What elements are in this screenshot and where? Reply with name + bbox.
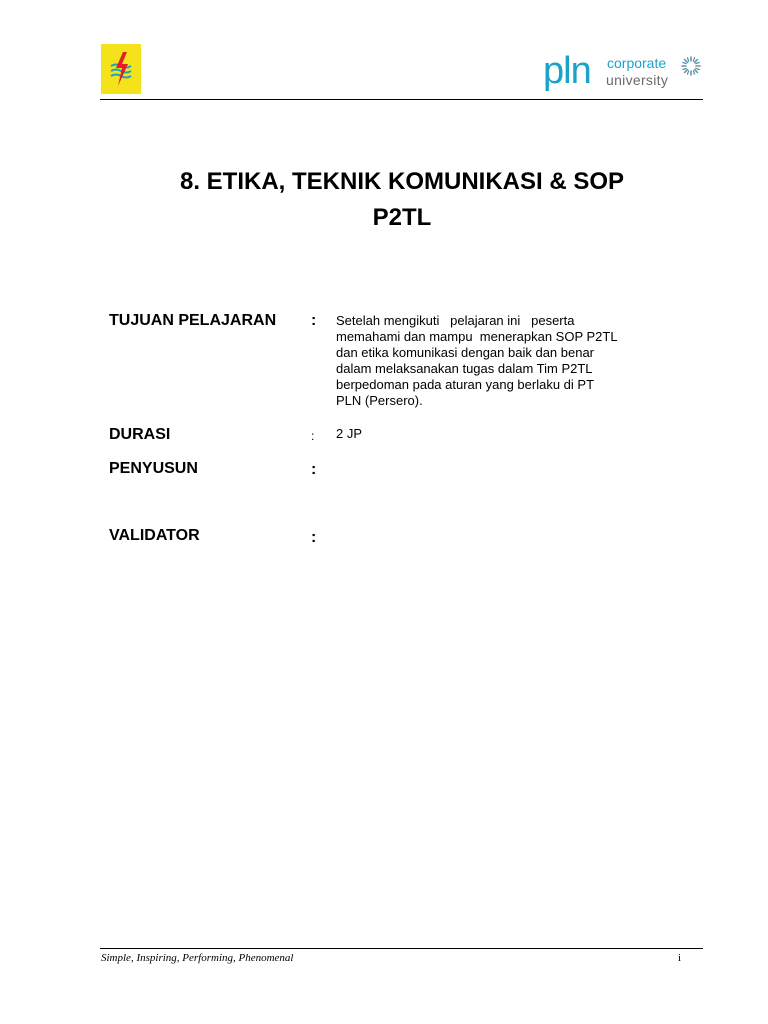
- tujuan-colon: :: [311, 312, 317, 329]
- tujuan-line: memahami dan mampu menerapkan SOP P2TL: [336, 329, 618, 344]
- footer-tagline: Simple, Inspiring, Performing, Phenomenal: [101, 952, 294, 964]
- durasi-value: 2 JP: [336, 426, 363, 441]
- brand-university: university: [606, 72, 669, 88]
- tujuan-label: TUJUAN PELAJARAN: [109, 312, 277, 329]
- title-line-2: P2TL: [372, 204, 432, 231]
- validator-colon: :: [311, 529, 317, 546]
- penyusun-colon: :: [311, 461, 317, 478]
- brand-pln: pln: [543, 50, 591, 92]
- tujuan-line: Setelah mengikuti pelajaran ini peserta: [336, 313, 575, 328]
- pln-lightning-logo-icon: [101, 44, 141, 94]
- tujuan-description: [336, 313, 674, 409]
- page-number: i: [678, 952, 682, 964]
- header-divider: [100, 99, 703, 100]
- penyusun-label: PENYUSUN: [109, 460, 198, 477]
- tujuan-line: berpedoman pada aturan yang berlaku di PT: [336, 377, 595, 392]
- sunburst-icon: [680, 55, 702, 77]
- tujuan-line: dalam melaksanakan tugas dalam Tim P2TL: [336, 361, 593, 376]
- validator-label: VALIDATOR: [109, 527, 200, 544]
- tujuan-line: PLN (Persero).: [336, 393, 423, 408]
- tujuan-line: dan etika komunikasi dengan baik dan benar: [336, 345, 595, 360]
- durasi-colon: :: [311, 429, 315, 443]
- brand-corporate: corporate: [607, 55, 667, 71]
- pln-logo: [101, 44, 141, 94]
- title-line-1: 8. ETIKA, TEKNIK KOMUNIKASI & SOP: [179, 168, 625, 195]
- footer-divider: [100, 948, 703, 949]
- page-title: [100, 164, 704, 236]
- durasi-label: DURASI: [109, 426, 171, 443]
- corporate-university-logo: [543, 50, 703, 94]
